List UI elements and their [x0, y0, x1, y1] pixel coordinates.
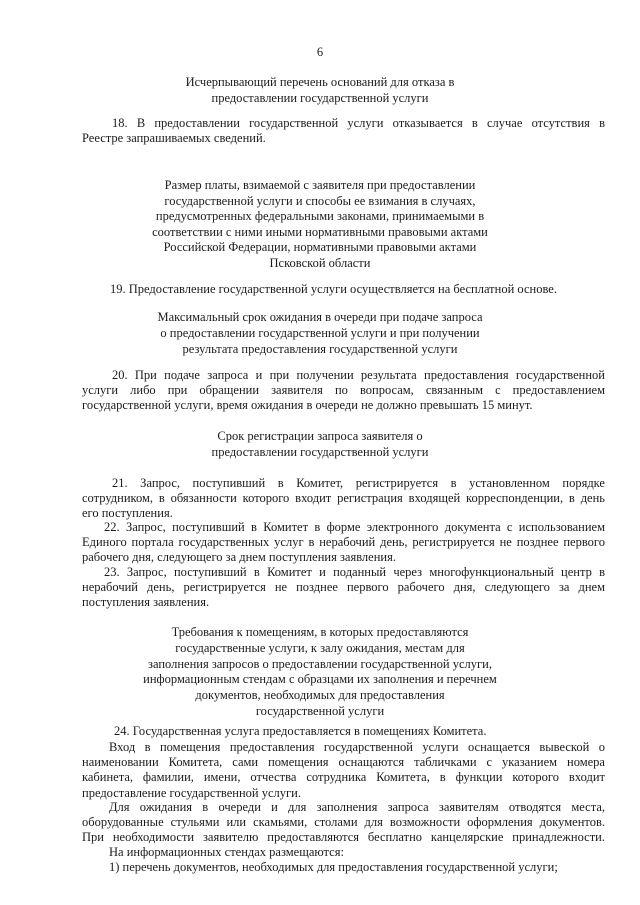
heading-line: государственной услуги и способы ее взимания в случаях,	[164, 193, 476, 208]
paragraph-line: наименовании Комитета, сами помещения оснащаются табличками с указанием номера	[82, 755, 605, 770]
heading-line: результата предоставления государственной услуги	[182, 342, 458, 356]
heading-line: информационным стендам с образцами их заполнения и перечнем	[143, 672, 497, 687]
heading-premises	[60, 625, 580, 720]
paragraph-line: кабинета, фамилии, имени, отчества сотрудника Комитета, в функции которого входит	[82, 770, 605, 785]
paragraph-line: 23. Запрос, поступивший в Комитет и поданный через многофункциональный центр в	[104, 565, 605, 579]
paragraph-line: При необходимости заявителю предоставляются бесплатно канцелярские принадлежности.	[82, 830, 605, 845]
paragraph-line: 1) перечень документов, необходимых для предоставления государственной услуги;	[109, 860, 558, 874]
paragraph-line: предоставление государственной услуги.	[82, 785, 301, 800]
paragraph-line: 21. Запрос, поступивший в Комитет, регистрируется в установленном порядке	[112, 476, 605, 490]
heading-line: государственные услуги, к залу ожидания, местам для	[175, 640, 465, 655]
heading-line: предоставлении государственной услуги	[211, 91, 429, 105]
paragraph-23	[82, 565, 605, 611]
paragraph-line: Вход в помещения предоставления государственной услуги оснащается вывеской о	[109, 740, 605, 754]
paragraph-line: сотрудником, в обязанности которого входит регистрация входящей корреспонденции, в день	[82, 491, 605, 506]
heading-line: Псковской области	[269, 255, 371, 270]
paragraph-line: услуги либо при обращении заявителя по вопросам, связанным с предоставлением	[82, 383, 605, 398]
heading-line: предусмотренных федеральными законами, принимаемыми в	[155, 209, 485, 224]
heading-line: Размер платы, взимаемой с заявителя при предоставлении	[164, 178, 476, 192]
paragraph-line: нерабочий день, регистрируется не позднее первого рабочего дня, следующего за днем	[82, 580, 605, 595]
paragraph-line: 24. Государственная услуга предоставляется в помещениях Комитета.	[114, 724, 487, 738]
paragraph-line: рабочего дня, следующего за днем поступления заявления.	[82, 550, 396, 565]
paragraph-line: поступления заявления.	[82, 595, 210, 610]
paragraph-19	[110, 282, 580, 297]
paragraph-24-waiting-places	[82, 800, 605, 846]
heading-line: соответствии с ними иными нормативными правовыми актами	[152, 224, 488, 239]
paragraph-24-entrance	[82, 740, 605, 801]
heading-line: о предоставлении государственной услуги и при получении	[160, 326, 480, 340]
heading-line: заполнения запросов о предоставлении государственной услуги,	[148, 656, 492, 671]
paragraph-24	[82, 724, 605, 739]
heading-line: предоставлении государственной услуги	[211, 445, 429, 459]
heading-line: Требования к помещениям, в которых предоставляются	[171, 625, 469, 639]
paragraph-line: 20. При подаче запроса и при получении результата предоставления государственной	[112, 368, 605, 382]
paragraph-line: Единого портала государственных услуг в нерабочий день, регистрируется не позднее первого	[82, 535, 605, 550]
paragraph-20	[82, 368, 605, 414]
heading-line: Срок регистрации запроса заявителя о	[217, 429, 423, 443]
paragraph-line: 18. В предоставлении государственной услуги отказывается в случае отсутствия в	[112, 116, 605, 130]
paragraph-line: Для ожидания в очереди и для заполнения запроса заявителям отводятся места,	[109, 800, 605, 814]
paragraph-line: 22. Запрос, поступивший в Комитет в форме электронного документа с использованием	[104, 520, 605, 534]
paragraph-24-list-item-1	[82, 860, 605, 875]
paragraph-24-stands	[82, 845, 605, 860]
heading-waiting-time	[60, 309, 580, 357]
paragraph-18	[82, 116, 605, 146]
paragraph-line: государственной услуги, время ожидания в очереди не должно превышать 15 минут.	[82, 398, 533, 413]
heading-line: Максимальный срок ожидания в очереди при подаче запроса	[157, 310, 483, 324]
paragraph-line: 19. Предоставление государственной услуги осуществляется на бесплатной основе.	[110, 282, 557, 296]
heading-line: Российской Федерации, нормативными правовыми актами	[163, 240, 477, 255]
heading-line: документов, необходимых для предоставления	[195, 688, 445, 703]
paragraph-22	[82, 520, 605, 566]
page-number: 6	[316, 45, 324, 59]
paragraph-line: Реестре запрашиваемых сведений.	[82, 131, 266, 146]
heading-payment	[60, 178, 580, 272]
heading-line: государственной услуги	[255, 703, 385, 718]
paragraph-line: оборудованные стульями или скамьями, столами для возможности оформления документов.	[82, 815, 605, 830]
paragraph-21	[82, 476, 605, 522]
heading-registration-term	[60, 428, 580, 460]
heading-line: Исчерпывающий перечень оснований для отказа в	[185, 75, 455, 89]
paragraph-line: На информационных стендах размещаются:	[109, 845, 344, 859]
paragraph-line: его поступления.	[82, 506, 173, 521]
heading-refusal-grounds	[60, 74, 580, 106]
